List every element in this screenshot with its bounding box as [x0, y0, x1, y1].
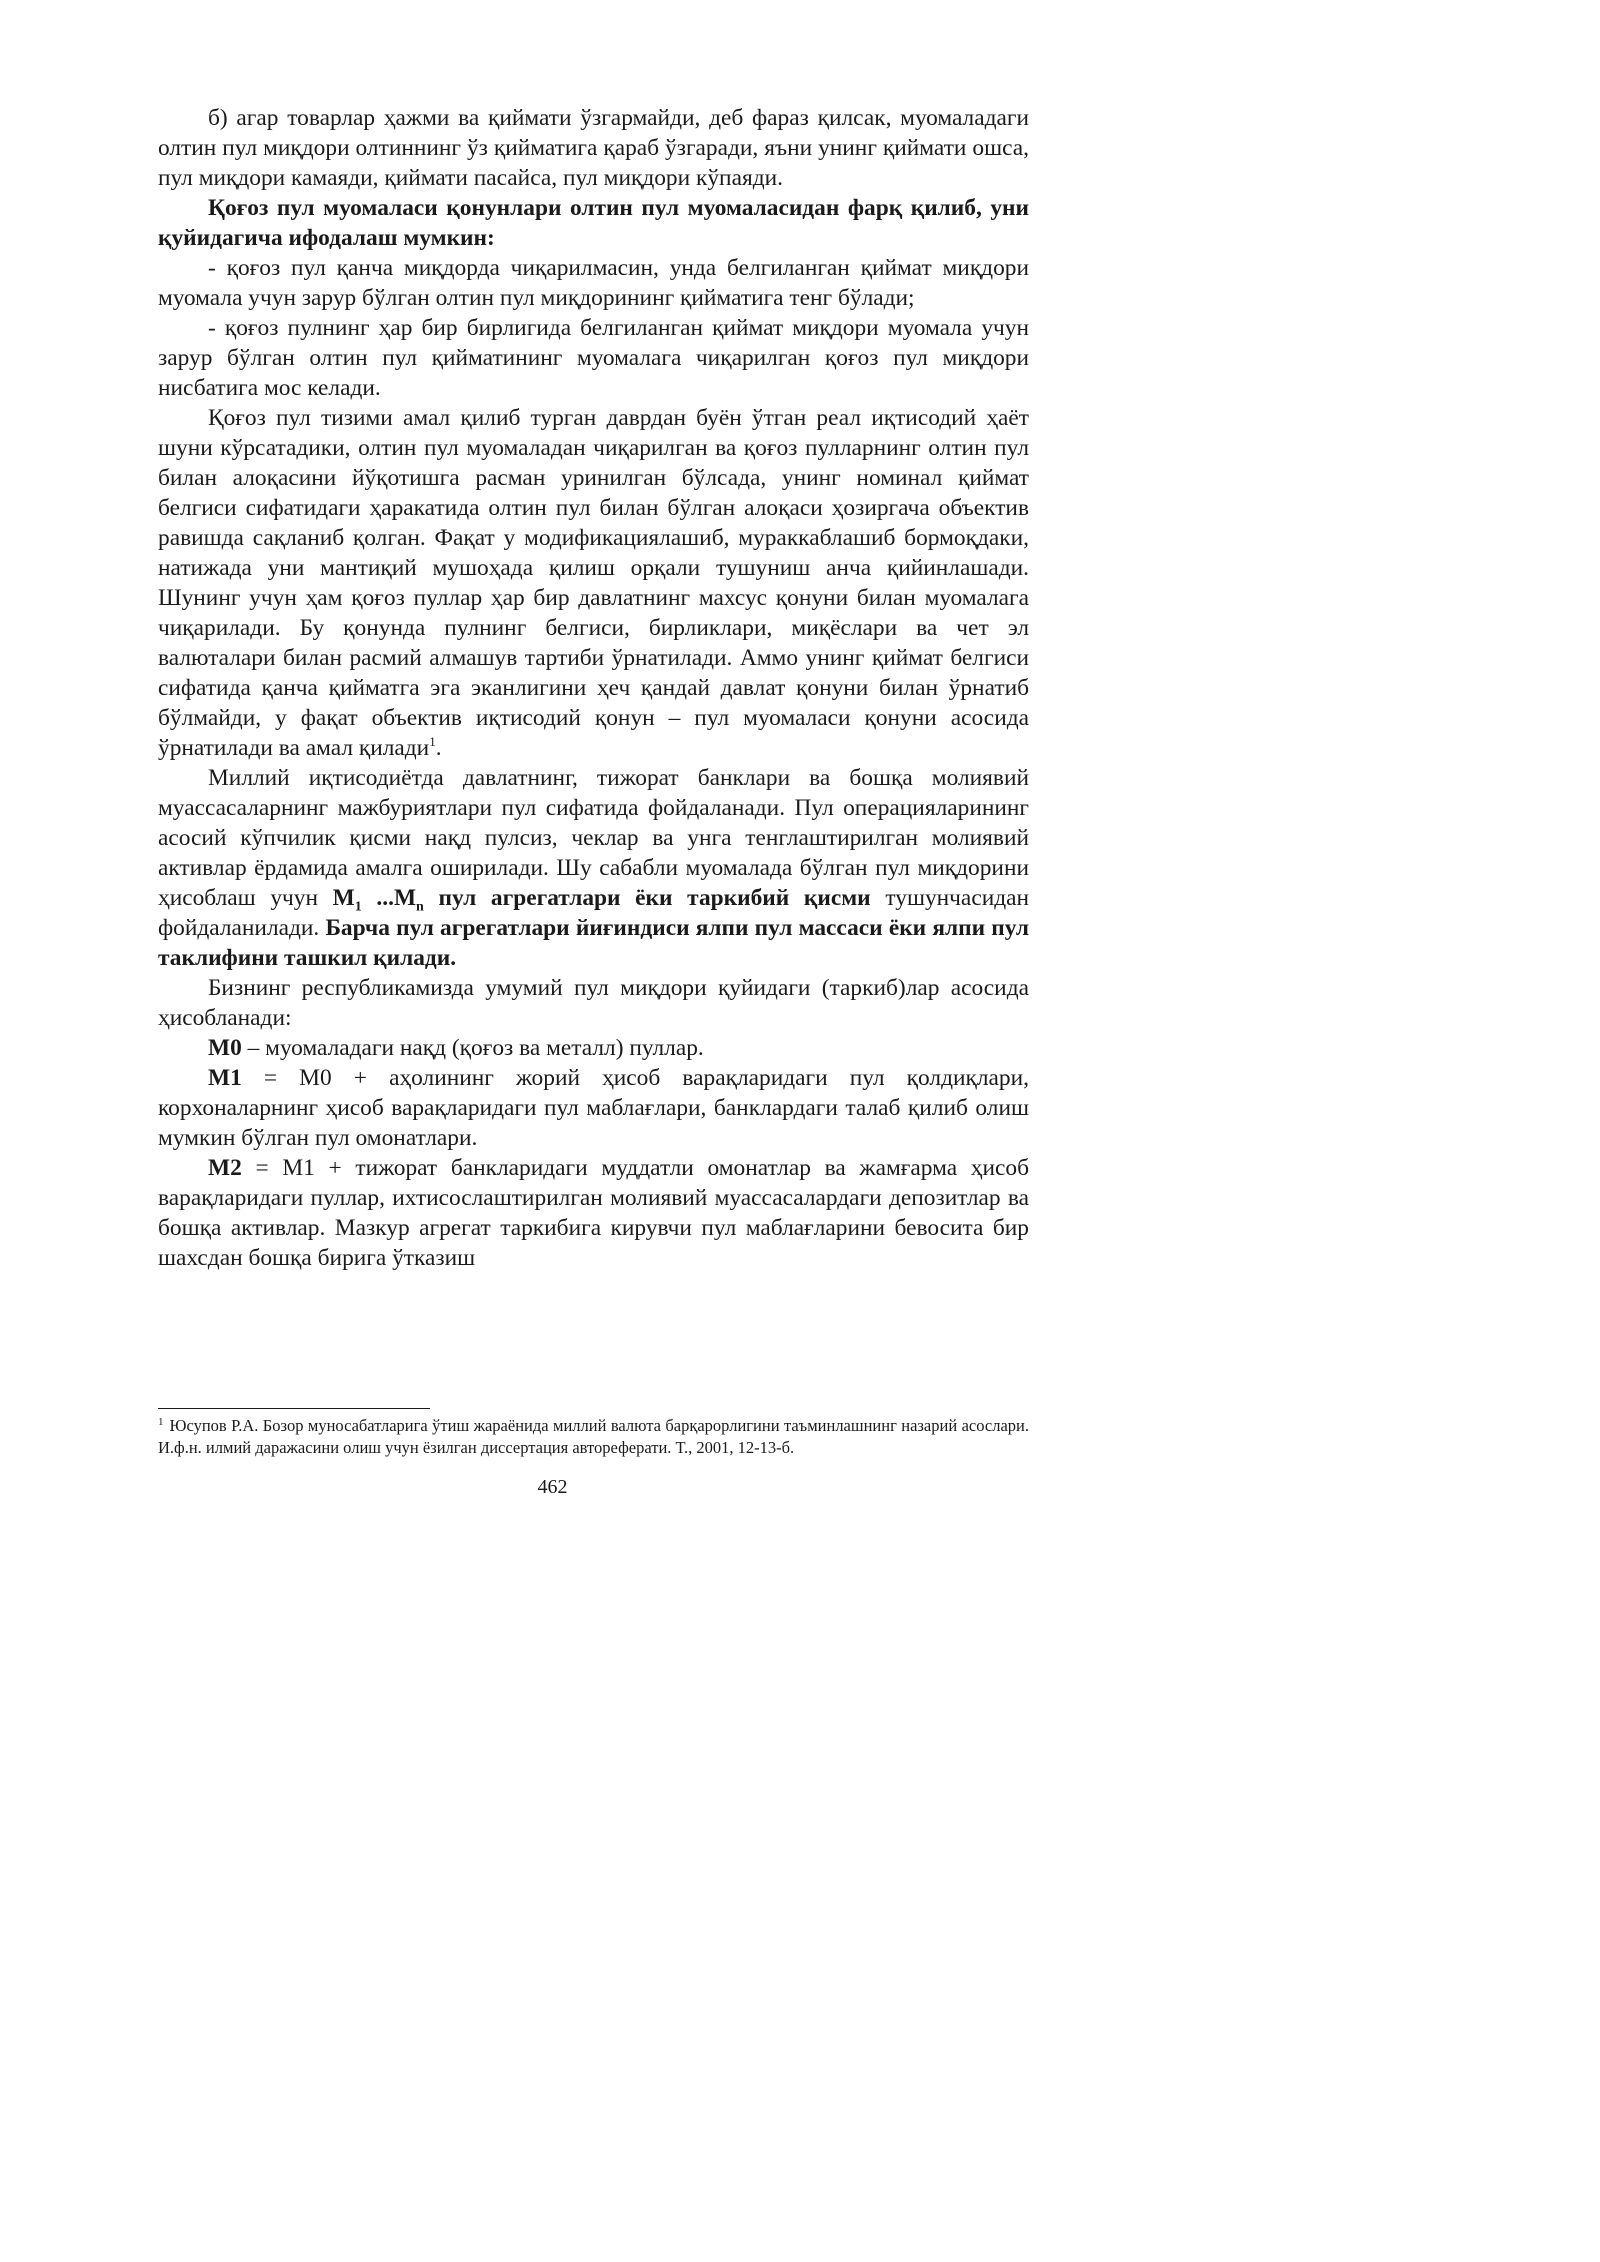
page-number: 462 [537, 1476, 568, 1498]
footnote-mark: 1 [158, 1415, 164, 1428]
footnote-text: Юсупов Р.А. Бозор муносабатларига ўтиш жараёнида миллий валюта барқарорлигини таъминлашнинг назарий асослари. И.ф.н. илмий даражасини олиш учун ёзилган диссертация автореферати. Т., 2001, 12-13-б. [158, 1416, 1029, 1457]
list-item [158, 313, 1029, 403]
definition-text: – муомаладаги нақд (қоғоз ва металл) пуллар. [241, 1035, 704, 1061]
footnote-reference[interactable]: 1 [429, 734, 436, 750]
paragraph [158, 403, 1029, 763]
aggregate-symbol: М [332, 885, 355, 911]
footnote [158, 1415, 1029, 1459]
paragraph [158, 973, 1029, 1033]
definition-m1 [158, 1063, 1029, 1153]
document-page [0, 0, 1105, 1562]
bold-statement: Қоғоз пул муомаласи қонунлари олтин пул муомаласидан фарқ қилиб, уни қуйидагича ифодалаш мумкин: [158, 195, 1029, 251]
paragraph-text: Қоғоз пул тизими амал қилиб турган даврдан буён ўтган реал иқтисодий ҳаёт шуни кўрсатадики, олтин пул муомаладан чиқарилган ва қоғоз пулларнинг олтин пул билан алоқасини йўқотишга расман уринилган бўлсада, унинг номинал қиймат белгиси сифатидаги ҳаракатида олтин пул билан бўлган алоқаси ҳозиргача объектив равишда сақланиб қолган. Фақат у модификациялашиб, мураккаблашиб бормоқдаки, натижада уни мантиқий мушоҳада қилиш орқали тушуниш анча қийинлашади. Шунинг учун ҳам қоғоз пуллар ҳар бир давлатнинг махсус қонуни билан муомалага чиқарилади. Бу қонунда пулнинг белгиси, бирликлари, миқёслари ва чет эл валюталари билан расмий алмашув тартиби ўрнатилади. Аммо унинг қиймат белгиси сифатида қанча қийматга эга эканлигини ҳеч қандай давлат қонуни билан ўрнатиб бўлмайди, у фақат объектив иқтисодий қонун – пул муомаласи қонуни асосида ўрнатилади ва амал қилади [158, 405, 1029, 761]
list-item-text: - қоғоз пул қанча миқдорда чиқарилмасин, унда белгиланган қиймат миқдори муомала учун зарур бўлган олтин пул миқдорининг қийматига тенг бўлади; [158, 255, 1029, 311]
bold-statement: Барча пул агрегатлари йиғиндиси ялпи пул массаси ёки ялпи пул таклифини ташкил қилади. [158, 915, 1029, 971]
paragraph [158, 103, 1029, 193]
paragraph [158, 763, 1029, 973]
paragraph-bold [158, 193, 1029, 253]
definition-label: М0 [208, 1035, 242, 1061]
aggregate-subscript: 1 [354, 899, 362, 915]
aggregate-phrase: пул агрегатлари ёки таркибий қисми [423, 885, 871, 911]
paragraph-text: Бизнинг республикамизда умумий пул миқдори қуйидаги (таркиб)лар асосида ҳисобланади: [158, 975, 1029, 1031]
paragraph-text: б) агар товарлар ҳажми ва қиймати ўзгармайди, деб фараз қилсак, муомаладаги олтин пул миқдори олтиннинг ўз қийматига қараб ўзгаради, яъни унинг қиймати ошса, пул миқдори камаяди, қиймати пасайса, пул миқдори кўпаяди. [158, 105, 1029, 191]
definition-label: М1 [208, 1065, 242, 1091]
definition-label: М2 [208, 1155, 242, 1181]
paragraph-text: Миллий иқтисодиётда давлатнинг, тижорат банклари ва бошқа молиявий муассасаларнинг мажбуриятлари пул сифатида фойдаланади. Пул операцияларининг асосий кўпчилик қисми нақд пулсиз, чеклар ва унга тенглаштирилган молиявий активлар ёрдамида амалга оширилади. Шу сабабли муомалада бўлган пул миқдорини ҳисоблаш учун [158, 765, 1029, 911]
aggregate-symbol: ...М [361, 885, 417, 911]
aggregate-term [332, 885, 871, 915]
paragraph-text: тушунчасидан фойдаланилади. [158, 885, 1030, 941]
definition-m0 [158, 1033, 1029, 1063]
footnote-divider [158, 1408, 430, 1409]
paragraph-end: . [435, 735, 442, 761]
list-item [158, 253, 1029, 313]
definition-m2 [158, 1153, 1029, 1273]
definition-text: = М0 + аҳолининг жорий ҳисоб варақларидаги пул қолдиқлари, корхоналарнинг ҳисоб варақларидаги пул маблағлари, банклардаги талаб қилиб олиш мумкин бўлган пул омонатлари. [158, 1065, 1029, 1151]
aggregate-subscript: n [416, 899, 424, 915]
definition-text: = М1 + тижорат банкларидаги муддатли омонатлар ва жамғарма ҳисоб варақларидаги пуллар, ихтисослаштирилган молиявий муассасалардаги депозитлар ва бошқа активлар. Мазкур агрегат таркибига кирувчи пул маблағларини бевосита бир шахсдан бошқа бирига ўтказиш [158, 1155, 1029, 1271]
body-text [158, 103, 1029, 1273]
list-item-text: - қоғоз пулнинг ҳар бир бирлигида белгиланган қиймат миқдори муомала учун зарур бўлган олтин пул қийматининг муомалага чиқарилган қоғоз пул миқдори нисбатига мос келади. [158, 315, 1029, 401]
